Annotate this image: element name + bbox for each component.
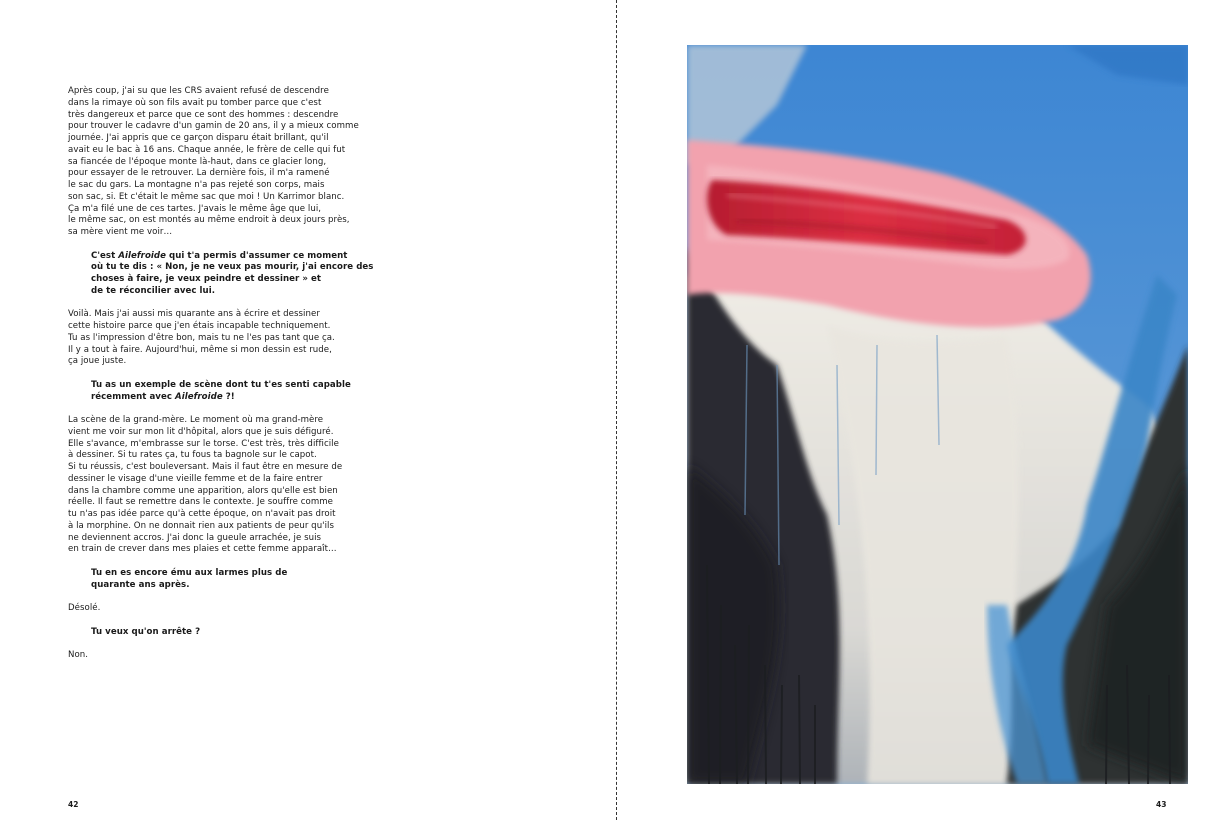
text-line: Elle s'avance, m'embrasse sur le torse. C'est très, très difficile: [68, 438, 339, 449]
text-line: Désolé.: [68, 603, 101, 613]
text-line: vient me voir sur mon lit d'hôpital, alors que je suis défiguré.: [68, 426, 334, 437]
text-line: le sac du gars. La montagne n'a pas rejeté son corps, mais: [68, 180, 325, 190]
text-line: ne deviennent accros. J'ai donc la gueule arrachée, je suis: [68, 532, 322, 543]
text-line: avait eu le bac à 16 ans. Chaque année, le frère de celle qui fut: [68, 144, 346, 155]
text-line: La scène de la grand-mère. Le moment où ma grand-mère: [68, 415, 324, 425]
text-line: à la morphine. On ne donnait rien aux patients de peur qu'ils: [68, 520, 335, 531]
interviewer-question: [91, 627, 358, 639]
text-line: Après coup, j'ai su que les CRS avaient refusé de descendre: [68, 86, 329, 96]
text-line: Tu as l'impression d'être bon, mais tu ne l'es pas tant que ça.: [68, 332, 335, 343]
text-line: Ça m'a filé une de ces tartes. J'avais le même âge que lui,: [68, 203, 322, 214]
text-line: pour essayer de le retrouver. La dernière fois, il m'a ramené: [68, 168, 330, 179]
text-line: sa fiancée de l'époque monte là-haut, dans ce glacier long,: [68, 156, 327, 167]
interviewee-answer: [68, 309, 358, 368]
painting-canvas: [687, 45, 1188, 784]
text-line: le même sac, on est montés au même endroit à deux jours près,: [68, 215, 350, 226]
text-line: très dangereux et parce que ce sont des hommes : descendre: [68, 109, 339, 120]
interviewee-answer: [68, 650, 358, 662]
text-line: pour trouver le cadavre d'un gamin de 20 ans, il y a mieux comme: [68, 121, 359, 132]
abstract-painting: [687, 45, 1188, 784]
text-line: Tu as un exemple de scène dont tu t'es senti capable: [91, 379, 351, 390]
interviewee-answer: [68, 415, 358, 556]
interviewer-question: [91, 568, 358, 592]
book-title: Ailefroide: [175, 391, 223, 402]
text-line: C'est Ailefroide qui t'a permis d'assumer ce moment: [91, 250, 348, 261]
text-line: tu n'as pas idée parce qu'à cette époque, on n'avait pas droit: [68, 509, 336, 519]
right-page: [617, 0, 1226, 820]
text-line: dans la chambre comme une apparition, alors qu'elle est bien: [68, 485, 338, 496]
interviewee-answer: [68, 603, 358, 615]
text-line: Si tu réussis, c'est bouleversant. Mais il faut être en mesure de: [68, 462, 343, 472]
interviewer-question: [91, 380, 358, 404]
text-line: dans la rimaye où son fils avait pu tomber parce que c'est: [68, 97, 322, 108]
text-line: quarante ans après.: [91, 579, 190, 590]
interviewer-question: [91, 250, 374, 298]
interviewee-answer: [68, 86, 358, 239]
book-title: Ailefroide: [118, 250, 166, 261]
page-number-right: 43: [1156, 800, 1167, 809]
text-line: Voilà. Mais j'ai aussi mis quarante ans à écrire et dessiner: [68, 309, 320, 320]
text-line: Il y a tout à faire. Aujourd'hui, même si mon dessin est rude,: [68, 344, 332, 355]
text-line: sa mère vient me voir…: [68, 227, 173, 237]
page-number-left: 42: [68, 800, 79, 809]
interview-text: [68, 86, 374, 674]
text-line: Tu veux qu'on arrête ?: [91, 626, 201, 637]
text-line: cette histoire parce que j'en étais incapable techniquement.: [68, 321, 331, 331]
text-line: ça joue juste.: [68, 356, 127, 367]
text-line: choses à faire, je veux peindre et dessiner » et: [91, 274, 322, 284]
text-line: de te réconcilier avec lui.: [91, 285, 216, 296]
text-line: réelle. Il faut se remettre dans le contexte. Je souffre comme: [68, 497, 334, 508]
text-line: dessiner le visage d'une vieille femme et de la faire entrer: [68, 473, 323, 484]
text-line: en train de crever dans mes plaies et cette femme apparaît…: [68, 544, 337, 555]
text-line: récemment avec Ailefroide ?!: [91, 391, 235, 402]
text-line: journée. J'ai appris que ce garçon disparu était brillant, qu'il: [68, 133, 329, 143]
text-line: Tu en es encore ému aux larmes plus de: [91, 567, 288, 578]
text-line: son sac, si. Et c'était le même sac que moi ! Un Karrimor blanc.: [68, 191, 345, 202]
text-line: à dessiner. Si tu rates ça, tu fous ta bagnole sur le capot.: [68, 450, 317, 461]
text-line: où tu te dis : « Non, je ne veux pas mourir, j'ai encore des: [91, 262, 374, 273]
text-line: Non.: [68, 650, 89, 660]
